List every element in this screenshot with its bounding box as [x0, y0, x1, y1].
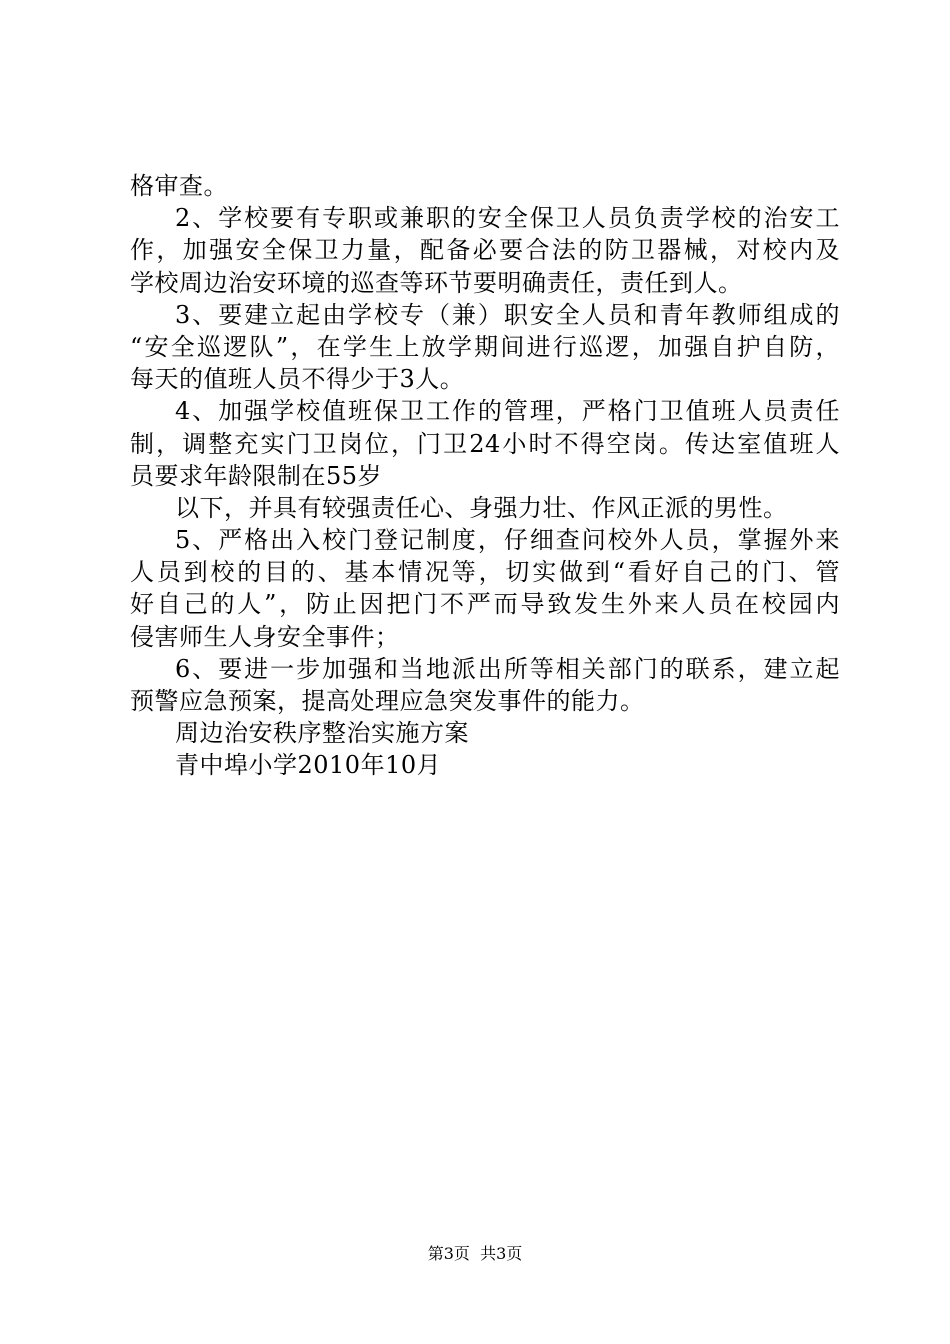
text-line: 学校周边治安环境的巡查等环节要明确责任，责任到人。 [130, 268, 743, 297]
text-line: 制，调整充实门卫岗位，门卫24小时不得空岗。传达室值班人 [130, 429, 840, 458]
text-line: 每天的值班人员不得少于3人。 [130, 365, 465, 394]
text-line: 员要求年龄限制在55岁 [130, 461, 383, 490]
text-line: 2、学校要有专职或兼职的安全保卫人员负责学校的治安工 [175, 204, 840, 233]
text-line: 格审查。 [130, 172, 228, 200]
text-line: 3、要建立起由学校专（兼）职安全人员和青年教师组成的 [175, 300, 840, 329]
text-line: 周边治安秩序整治实施方案 [175, 719, 469, 748]
text-line: 4、加强学校值班保卫工作的管理，严格门卫值班人员责任 [175, 397, 840, 426]
text-line: 侵害师生人身安全事件； [130, 622, 400, 651]
text-line: 作，加强安全保卫力量，配备必要合法的防卫器械，对校内及 [130, 236, 840, 265]
text-line: 好自己的人”，防止因把门不严而导致发生外来人员在校园内 [130, 590, 840, 619]
page-footer: 第3页 共3页 [427, 1244, 523, 1263]
text-line: 人员到校的目的、基本情况等，切实做到“看好自己的门、管 [130, 558, 840, 587]
text-line: “安全巡逻队”，在学生上放学期间进行巡逻，加强自护自防， [130, 332, 840, 361]
document-body [130, 170, 840, 782]
text-line: 5、严格出入校门登记制度，仔细查问校外人员，掌握外来 [175, 526, 840, 555]
text-line: 青中埠小学2010年10月 [175, 751, 442, 780]
text-line: 预警应急预案，提高处理应急突发事件的能力。 [130, 687, 645, 715]
text-line: 以下，并具有较强责任心、身强力壮、作风正派的男性。 [175, 493, 788, 522]
text-line: 6、要进一步加强和当地派出所等相关部门的联系，建立起 [175, 654, 840, 683]
